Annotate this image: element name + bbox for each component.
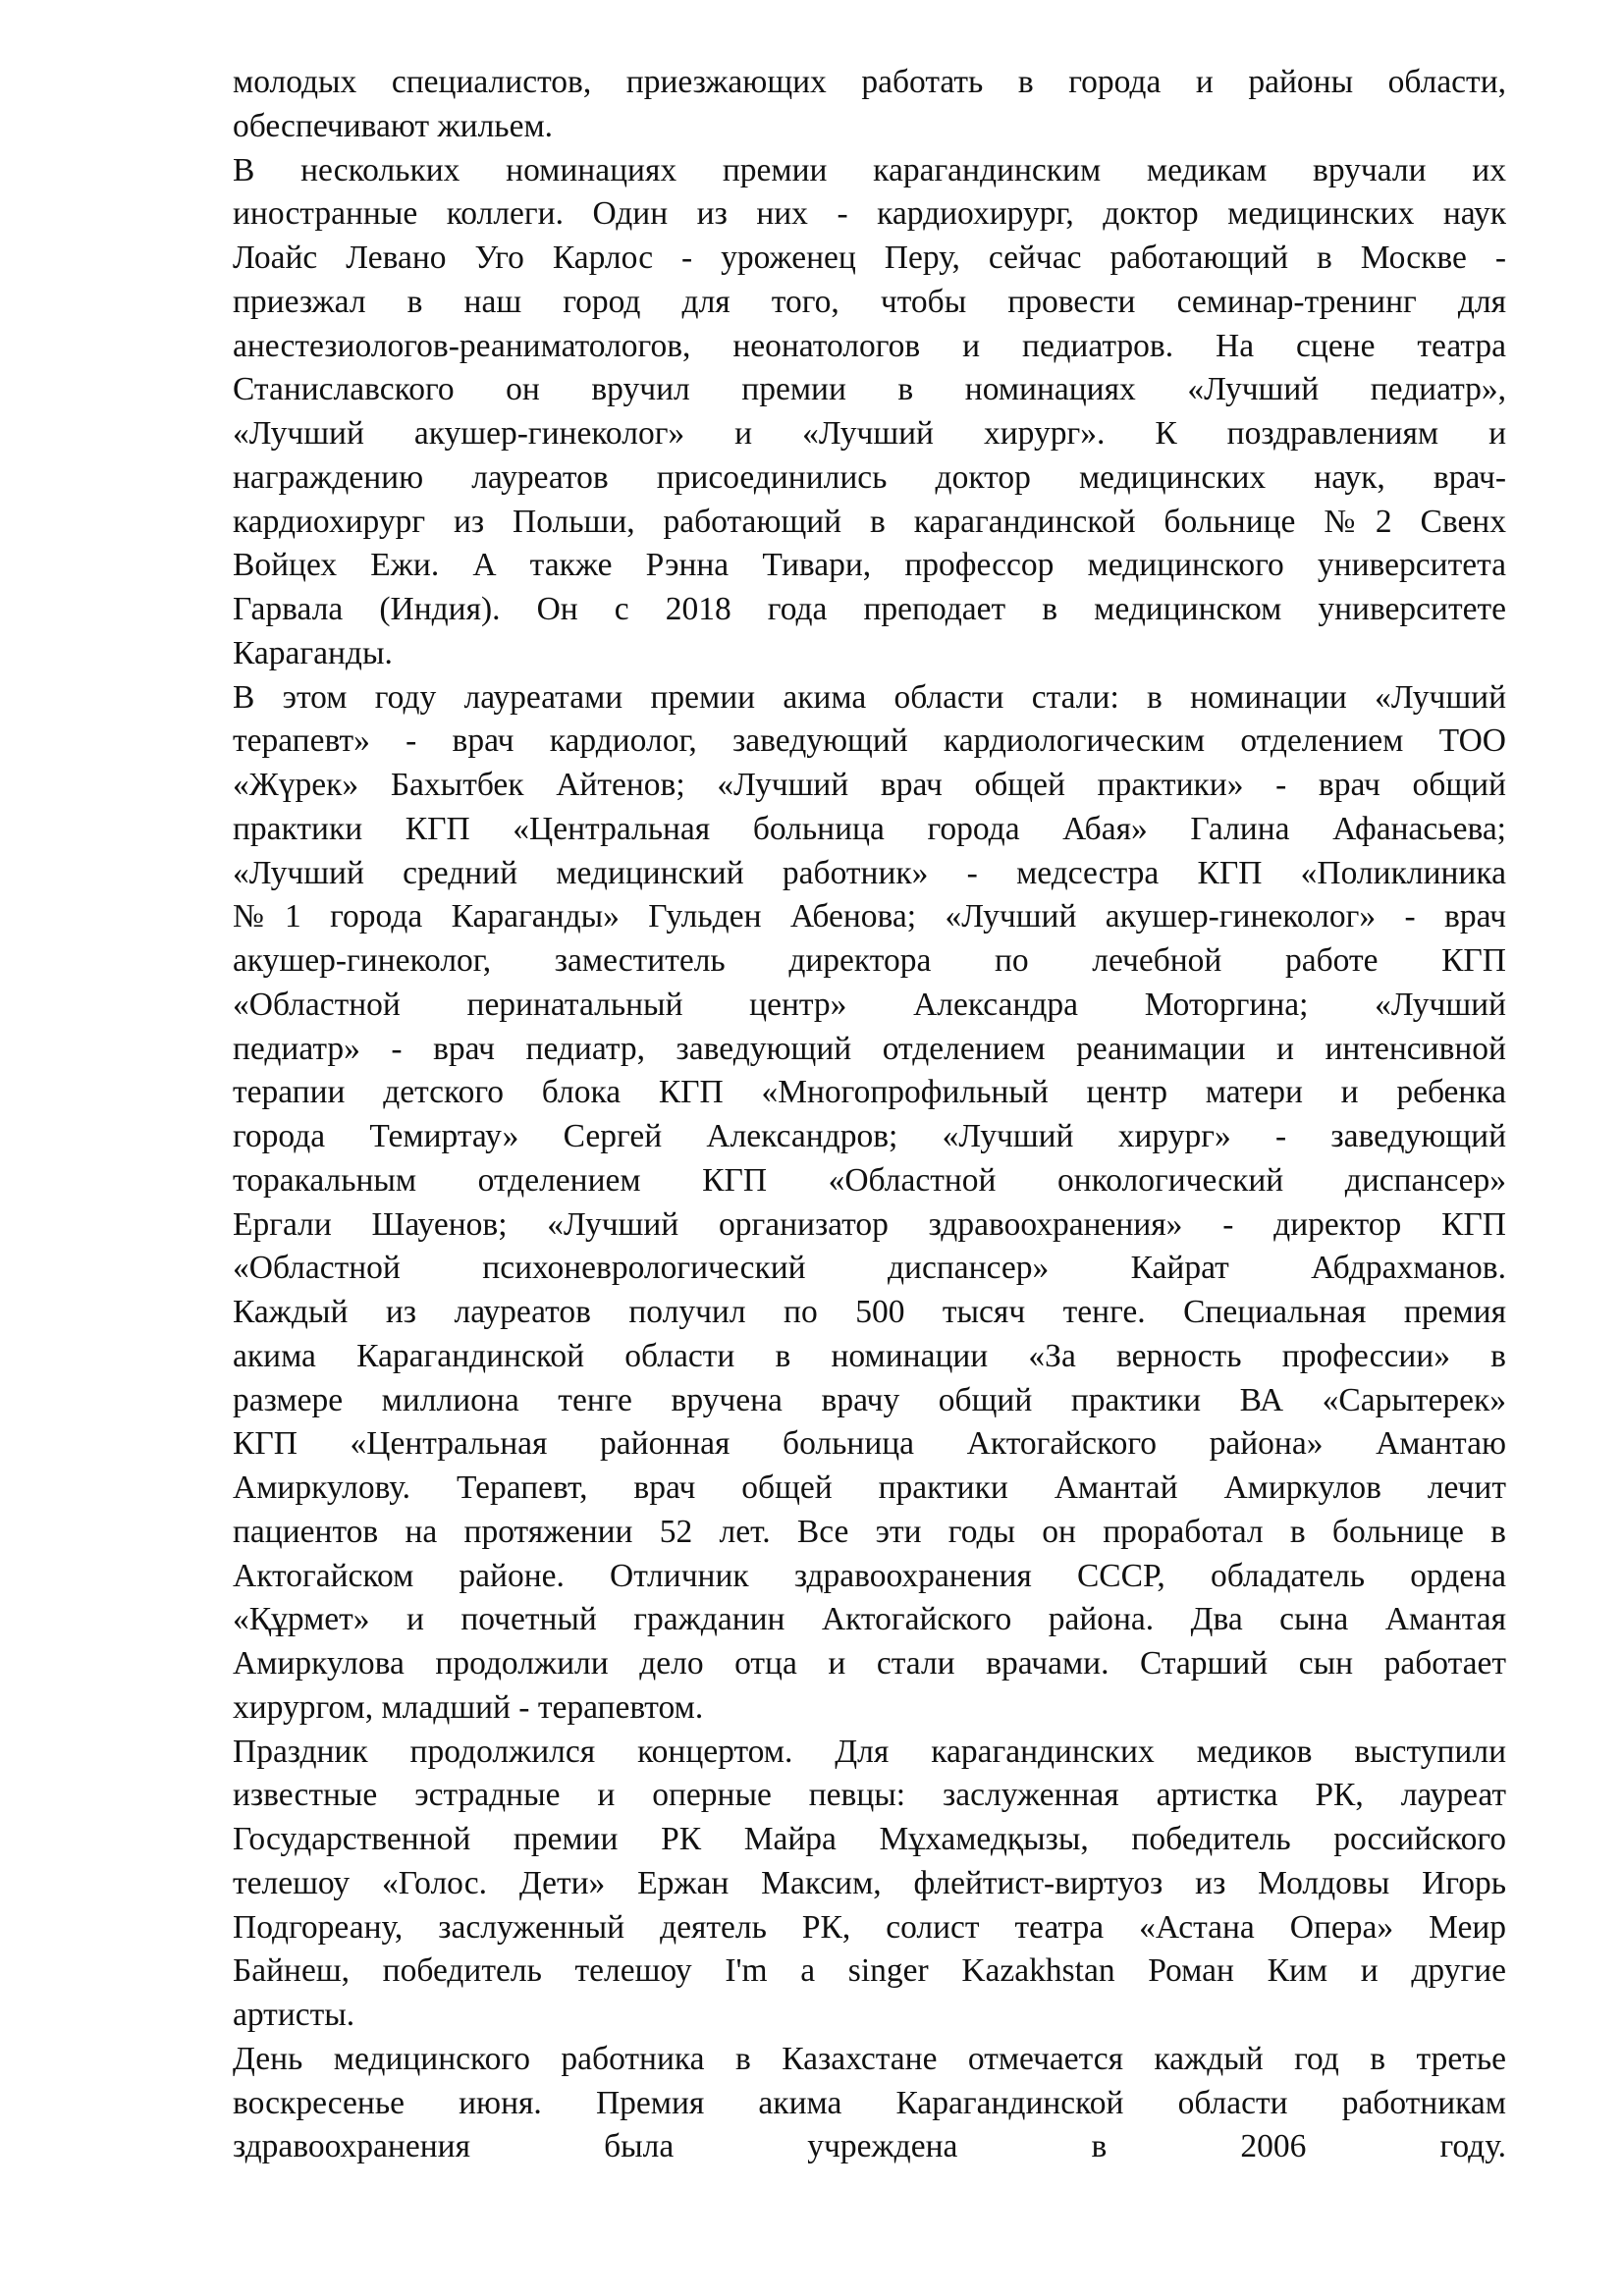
document-page xyxy=(233,61,1506,2169)
text-line: терапевт» - врач кардиолог, заведующий кардиологическим отделением ТОО xyxy=(233,722,1506,760)
text-line: Подгореану, заслуженный деятель РК, солист театра «Астана Опера» Меир xyxy=(233,1908,1506,1946)
text-line: города Темиртау» Сергей Александров; «Лучший хирург» - заведующий xyxy=(233,1118,1506,1154)
text-line: приезжал в наш город для того, чтобы провести семинар-тренинг для xyxy=(233,283,1506,320)
paragraph xyxy=(233,1731,1506,2038)
text-line: Каждый из лауреатов получил по 500 тысяч тенге. Специальная премия xyxy=(233,1294,1506,1330)
text-line: Станиславского он вручил премии в номинациях «Лучший педиатр», xyxy=(233,371,1506,408)
text-line: терапии детского блока КГП «Многопрофильный центр матери и ребенка xyxy=(233,1074,1506,1111)
text-line: КГП «Центральная районная больница Актогайского района» Амантаю xyxy=(233,1425,1506,1463)
text-line: В нескольких номинациях премии карагандинским медикам вручали их xyxy=(233,151,1506,188)
text-line: молодых специалистов, приезжающих работать в города и районы области, xyxy=(233,64,1506,100)
paragraph xyxy=(233,676,1506,1731)
text-line: пациентов на протяжении 52 лет. Все эти годы он проработал в больнице в xyxy=(233,1513,1506,1550)
text-line: акушер-гинеколог, заместитель директора по лечебной работе КГП xyxy=(233,942,1506,979)
text-line: здравоохранения была учреждена в 2006 году. xyxy=(233,2128,1506,2165)
text-line: Государственной премии РК Майра Мұхамедқызы, победитель российского xyxy=(233,1821,1506,1857)
text-line: День медицинского работника в Казахстане отмечается каждый год в третье xyxy=(233,2040,1506,2077)
text-line: иностранные коллеги. Один из них - кардиохирург, доктор медицинских наук xyxy=(233,195,1506,233)
text-line: телешоу «Голос. Дети» Ержан Максим, флейтист-виртуоз из Молдовы Игорь xyxy=(233,1864,1506,1901)
text-line: «Лучший средний медицинский работник» - медсестра КГП «Поликлиника xyxy=(233,854,1506,891)
paragraph xyxy=(233,2038,1506,2169)
text-line: «Областной психоневрологический диспансер» Кайрат Абдрахманов. xyxy=(233,1250,1506,1287)
text-line: «Лучший акушер-гинеколог» и «Лучший хирург». К поздравлениям и xyxy=(233,415,1506,452)
text-line: обеспечивают жильем. xyxy=(233,107,554,144)
text-line: торакальным отделением КГП «Областной онкологический диспансер» xyxy=(233,1161,1506,1199)
text-line: Амиркулова продолжили дело отца и стали врачами. Старший сын работает xyxy=(233,1645,1506,1682)
text-line: награждению лауреатов присоединились доктор медицинских наук, врач- xyxy=(233,458,1506,496)
text-line: «Құрмет» и почетный гражданин Актогайского района. Два сына Амантая xyxy=(233,1601,1506,1638)
text-line: «Жүрек» Бахытбек Айтенов; «Лучший врач общей практики» - врач общий xyxy=(233,767,1506,803)
text-line: «Областной перинатальный центр» Александра Моторгина; «Лучший xyxy=(233,986,1506,1023)
text-line: размере миллиона тенге вручена врачу общий практики ВА «Сарытерек» xyxy=(233,1381,1506,1418)
text-line: практики КГП «Центральная больница города Абая» Галина Афанасьева; xyxy=(233,810,1506,847)
text-line: кардиохирург из Польши, работающий в карагандинской больнице №2 Свенх xyxy=(233,503,1506,540)
text-line: Ергали Шауенов; «Лучший организатор здравоохранения» - директор КГП xyxy=(233,1205,1506,1243)
text-line: №1 города Караганды» Гульден Абенова; «Лучший акушер-гинеколог» - врач xyxy=(233,898,1506,935)
text-line: Актогайском районе. Отличник здравоохранения СССР, обладатель ордена xyxy=(233,1557,1506,1594)
text-line: Лоайс Левано Уго Карлос - уроженец Перу, сейчас работающий в Москве - xyxy=(233,240,1506,276)
text-line: В этом году лауреатами премии акима области стали: в номинации «Лучший xyxy=(233,678,1506,716)
text-line: хирургом, младший - терапевтом. xyxy=(233,1688,704,1726)
text-line: артисты. xyxy=(233,1997,355,2033)
text-line: анестезиологов-реаниматологов, неонатологов и педиатров. На сцене театра xyxy=(233,327,1506,364)
text-line: Войцех Ежи. А также Рэнна Тивари, профессор медицинского университета xyxy=(233,547,1506,584)
text-line: воскресенье июня. Премия акима Карагандинской области работникам xyxy=(233,2084,1506,2121)
text-line: Праздник продолжился концертом. Для карагандинских медиков выступили xyxy=(233,1733,1506,1770)
text-line: Байнеш, победитель телешоу I'm a singer Kazakhstan Роман Ким и другие xyxy=(233,1952,1506,1990)
text-line: Гарвала (Индия). Он с 2018 года преподает в медицинском университете xyxy=(233,591,1506,627)
text-line: педиатр» - врач педиатр, заведующий отделением реанимации и интенсивной xyxy=(233,1030,1506,1067)
paragraph xyxy=(233,61,1506,149)
text-line: акима Карагандинской области в номинации «За верность профессии» в xyxy=(233,1337,1506,1374)
text-line: Караганды. xyxy=(233,634,393,671)
paragraph xyxy=(233,149,1506,676)
text-line: Амиркулову. Терапевт, врач общей практики Амантай Амиркулов лечит xyxy=(233,1469,1506,1506)
text-line: известные эстрадные и оперные певцы: заслуженная артистка РК, лауреат xyxy=(233,1777,1506,1814)
